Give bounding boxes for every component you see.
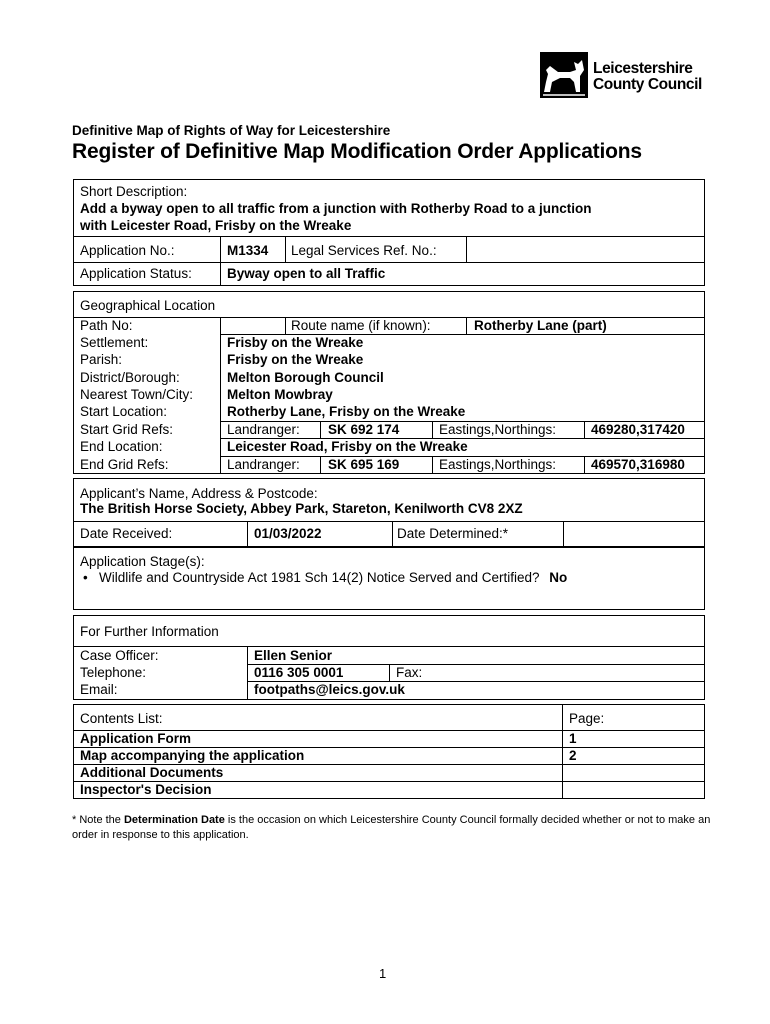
end-eastings-label: Eastings,Northings: (439, 457, 557, 472)
fax-label: Fax: (396, 665, 423, 680)
stages-label: Application Stage(s): (80, 554, 205, 569)
council-name-line2: County Council (593, 76, 702, 93)
route-name-value: Rotherby Lane (part) (474, 318, 607, 333)
start-eastings-label: Eastings,Northings: (439, 422, 557, 437)
divider (584, 456, 585, 473)
applicant-box (73, 478, 705, 547)
divider (247, 646, 248, 699)
divider (466, 236, 467, 262)
end-eastings-value: 469570,316980 (591, 457, 685, 472)
town-value: Melton Mowbray (227, 387, 333, 402)
status-label: Application Status: (80, 266, 192, 281)
divider (320, 456, 321, 473)
contact-box (73, 615, 705, 700)
start-location-label: Start Location: (80, 404, 168, 419)
footnote-term: Determination Date (123, 814, 225, 826)
divider (285, 317, 286, 334)
council-logo (540, 52, 710, 98)
parish-value: Frisby on the Wreake (227, 352, 364, 367)
divider (466, 317, 467, 334)
district-label: District/Borough: (80, 370, 180, 385)
start-landranger-value: SK 692 174 (328, 422, 400, 437)
document-subtitle: Definitive Map of Rights of Way for Leicestershire (72, 123, 391, 138)
contents-item-name: Additional Documents (80, 765, 224, 780)
date-received-label: Date Received: (80, 526, 173, 541)
stage-item-answer: No (549, 570, 568, 585)
divider (74, 646, 704, 647)
email-label: Email: (80, 682, 118, 697)
divider (247, 521, 248, 546)
case-officer-value: Ellen Senior (254, 648, 333, 663)
date-determined-label: Date Determined:* (397, 526, 509, 541)
end-landranger-value: SK 695 169 (328, 457, 400, 472)
contents-item-page: 1 (569, 731, 577, 746)
contents-item-name: Map accompanying the application (80, 748, 305, 763)
town-label: Nearest Town/City: (80, 387, 194, 402)
stages-box (73, 547, 705, 610)
email-value: footpaths@leics.gov.uk (254, 682, 405, 697)
divider (563, 521, 564, 546)
divider (584, 421, 585, 438)
divider (432, 456, 433, 473)
case-officer-label: Case Officer: (80, 648, 159, 663)
end-landranger-label: Landranger: (227, 457, 300, 472)
divider (432, 421, 433, 438)
footnote-prefix: * Note the (72, 814, 124, 826)
divider (220, 317, 221, 473)
short-description-line2: with Leicester Road, Frisby on the Wreake (80, 218, 352, 233)
telephone-value: 0116 305 0001 (254, 665, 344, 680)
short-description-label: Short Description: (80, 184, 188, 199)
page-number: 1 (379, 966, 387, 981)
applicant-value: The British Horse Society, Abbey Park, Stareton, Kenilworth CV8 2XZ (80, 501, 523, 516)
divider (220, 236, 221, 285)
footnote-suffix: is the occasion on which Leicestershire County Council formally decided whether or not to make an order in response to this application. (72, 814, 711, 841)
contents-item-name: Application Form (80, 731, 191, 746)
start-eastings-value: 469280,317420 (591, 422, 685, 437)
page-column-label: Page: (569, 711, 605, 726)
legal-ref-label: Legal Services Ref. No.: (291, 243, 437, 258)
end-location-value: Leicester Road, Frisby on the Wreake (227, 439, 468, 454)
settlement-value: Frisby on the Wreake (227, 335, 364, 350)
divider (285, 236, 286, 262)
short-description-line1: Add a byway open to all traffic from a junction with Rotherby Road to a junction (80, 201, 592, 216)
divider (74, 521, 704, 522)
divider (389, 664, 390, 681)
contents-item-page: 2 (569, 748, 577, 763)
parish-label: Parish: (80, 352, 123, 367)
status-value: Byway open to all Traffic (227, 266, 386, 281)
divider (74, 236, 704, 237)
location-box (73, 291, 705, 474)
path-no-label: Path No: (80, 318, 133, 333)
telephone-label: Telephone: (80, 665, 147, 680)
end-grid-label: End Grid Refs: (80, 457, 169, 472)
page-title: Register of Definitive Map Modification Order Applications (72, 140, 642, 163)
contents-label: Contents List: (80, 711, 163, 726)
settlement-label: Settlement: (80, 335, 149, 350)
contact-heading: For Further Information (80, 624, 219, 639)
divider (74, 262, 704, 263)
applicant-label: Applicant’s Name, Address & Postcode: (80, 486, 318, 501)
contents-item-name: Inspector's Decision (80, 782, 212, 797)
council-name (593, 61, 702, 93)
divider (392, 521, 393, 546)
council-name-line1: Leicestershire (593, 60, 693, 77)
application-no-label: Application No.: (80, 243, 175, 258)
route-name-label: Route name (if known): (291, 318, 431, 333)
start-landranger-label: Landranger: (227, 422, 300, 437)
fox-emblem-icon (540, 52, 590, 98)
start-grid-label: Start Grid Refs: (80, 422, 174, 437)
end-location-label: End Location: (80, 439, 163, 454)
contents-box (73, 704, 705, 799)
stage-item (99, 570, 567, 586)
location-heading: Geographical Location (80, 298, 216, 313)
footnote (72, 813, 712, 843)
application-no-value: M1334 (227, 243, 269, 258)
divider (320, 421, 321, 438)
start-location-value: Rotherby Lane, Frisby on the Wreake (227, 404, 466, 419)
date-received-value: 01/03/2022 (254, 526, 322, 541)
bullet-icon: • (83, 570, 88, 585)
divider (562, 705, 563, 798)
district-value: Melton Borough Council (227, 370, 384, 385)
stage-item-text: Wildlife and Countryside Act 1981 Sch 14(2) Notice Served and Certified? (99, 570, 540, 585)
summary-box (73, 179, 705, 286)
